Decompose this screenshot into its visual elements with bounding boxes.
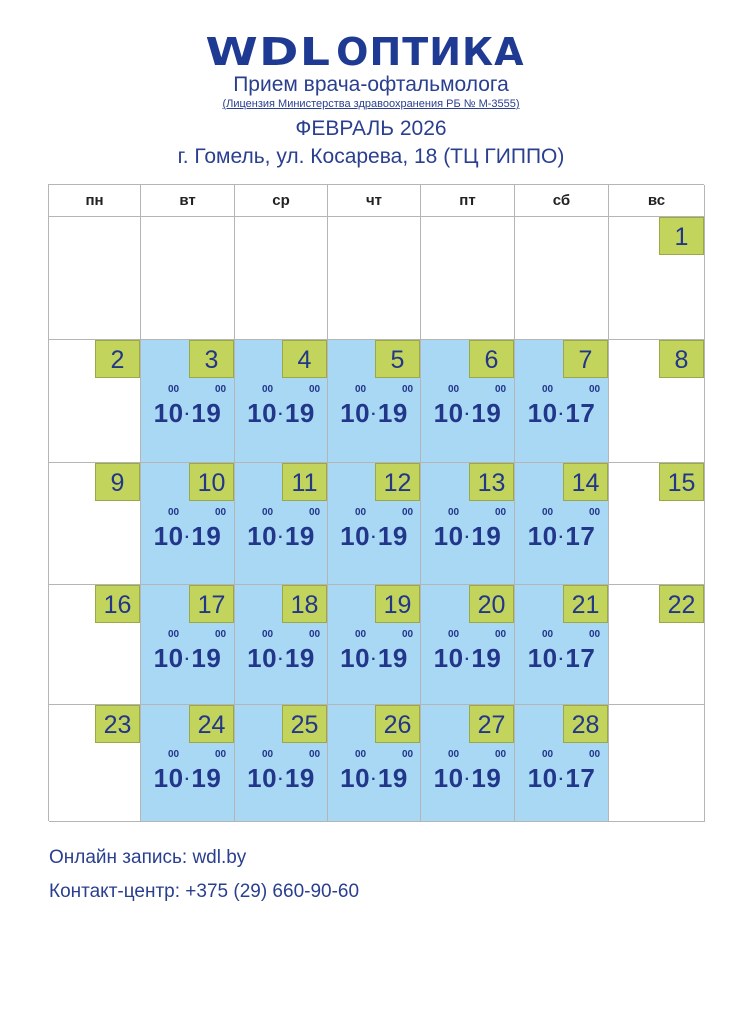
calendar-day-cell xyxy=(141,585,235,705)
end-hour: 19 xyxy=(471,521,502,551)
hours-line xyxy=(235,643,327,674)
calendar-day-cell xyxy=(49,705,141,822)
hours-line xyxy=(141,763,234,794)
end-minutes: 00 xyxy=(215,384,227,395)
end-hour: 19 xyxy=(191,763,222,793)
day-number: 9 xyxy=(95,463,140,501)
day-number: 16 xyxy=(95,585,140,623)
end-hour: 19 xyxy=(284,763,315,793)
day-number: 26 xyxy=(375,705,420,743)
start-hour: 10 xyxy=(433,398,464,428)
end-hour: 19 xyxy=(284,521,315,551)
weekday-header: вт xyxy=(141,185,235,217)
calendar-day-cell xyxy=(328,217,421,340)
end-minutes: 00 xyxy=(309,749,321,760)
work-hours xyxy=(328,507,420,567)
day-number: 25 xyxy=(282,705,327,743)
day-number: 18 xyxy=(282,585,327,623)
work-hours xyxy=(328,629,420,689)
work-hours xyxy=(515,384,608,444)
day-number: 28 xyxy=(563,705,608,743)
hours-line xyxy=(421,398,514,429)
time-separator: · xyxy=(464,529,471,547)
end-minutes: 00 xyxy=(495,507,507,518)
end-hour: 17 xyxy=(565,763,596,793)
time-separator: · xyxy=(278,771,284,789)
calendar-day-cell xyxy=(515,705,609,822)
calendar-day-cell xyxy=(49,463,141,585)
start-hour: 10 xyxy=(340,398,371,428)
weekday-header: чт xyxy=(328,185,421,217)
calendar-day-cell xyxy=(609,463,705,585)
time-separator: · xyxy=(371,651,377,669)
work-hours xyxy=(515,507,608,567)
calendar-day-cell xyxy=(515,585,609,705)
work-hours xyxy=(235,384,327,444)
work-hours xyxy=(141,749,234,809)
time-separator: · xyxy=(558,406,565,424)
start-minutes: 00 xyxy=(448,384,460,395)
end-minutes: 00 xyxy=(309,629,321,640)
calendar-day-cell xyxy=(328,340,421,463)
work-hours xyxy=(421,507,514,567)
day-number: 21 xyxy=(563,585,608,623)
work-hours xyxy=(141,384,234,444)
day-number: 27 xyxy=(469,705,514,743)
weekday-header: пн xyxy=(49,185,141,217)
time-separator: · xyxy=(464,651,471,669)
end-minutes: 00 xyxy=(589,507,601,518)
start-minutes: 00 xyxy=(262,749,274,760)
start-minutes: 00 xyxy=(168,384,180,395)
day-number: 20 xyxy=(469,585,514,623)
start-minutes: 00 xyxy=(355,749,367,760)
start-minutes: 00 xyxy=(262,629,274,640)
logo-optika: ОПТИКА xyxy=(336,30,525,74)
end-hour: 19 xyxy=(191,521,222,551)
time-separator: · xyxy=(184,406,191,424)
start-minutes: 00 xyxy=(168,749,180,760)
start-minutes: 00 xyxy=(542,384,554,395)
end-hour: 17 xyxy=(565,521,596,551)
work-hours xyxy=(141,507,234,567)
end-minutes: 00 xyxy=(495,749,507,760)
day-number: 15 xyxy=(659,463,704,501)
end-hour: 19 xyxy=(191,643,222,673)
calendar-day-cell xyxy=(609,705,705,822)
start-minutes: 00 xyxy=(448,629,460,640)
time-separator: · xyxy=(558,771,565,789)
day-number: 19 xyxy=(375,585,420,623)
end-hour: 19 xyxy=(377,521,408,551)
page-subtitle: Прием врача-офтальмолога xyxy=(233,73,509,96)
end-minutes: 00 xyxy=(589,384,601,395)
calendar-day-cell xyxy=(235,340,328,463)
start-minutes: 00 xyxy=(262,384,274,395)
start-minutes: 00 xyxy=(262,507,274,518)
start-hour: 10 xyxy=(527,521,558,551)
start-hour: 10 xyxy=(527,763,558,793)
logo-wdl: WDL xyxy=(204,30,331,74)
day-number: 12 xyxy=(375,463,420,501)
start-minutes: 00 xyxy=(448,749,460,760)
day-number: 13 xyxy=(469,463,514,501)
calendar-day-cell xyxy=(609,340,705,463)
start-hour: 10 xyxy=(247,763,278,793)
day-number: 7 xyxy=(563,340,608,378)
start-hour: 10 xyxy=(153,763,184,793)
start-hour: 10 xyxy=(433,763,464,793)
start-minutes: 00 xyxy=(448,507,460,518)
start-hour: 10 xyxy=(153,398,184,428)
license-note: (Лицензия Министерства здравоохранения РБ № М-3555) xyxy=(222,98,520,110)
end-hour: 19 xyxy=(377,763,408,793)
hours-line xyxy=(328,763,420,794)
start-hour: 10 xyxy=(340,763,371,793)
hours-line xyxy=(515,398,608,429)
work-hours xyxy=(235,629,327,689)
calendar-day-cell xyxy=(328,705,421,822)
hours-line xyxy=(235,763,327,794)
calendar-day-cell xyxy=(235,217,328,340)
calendar-day-cell xyxy=(421,705,515,822)
start-hour: 10 xyxy=(247,521,278,551)
hours-line xyxy=(515,521,608,552)
weekday-header: вс xyxy=(609,185,705,217)
weekday-header: пт xyxy=(421,185,515,217)
time-separator: · xyxy=(184,771,191,789)
time-separator: · xyxy=(558,529,565,547)
day-number: 3 xyxy=(189,340,234,378)
day-number: 11 xyxy=(282,463,327,501)
start-hour: 10 xyxy=(527,398,558,428)
end-hour: 17 xyxy=(565,643,596,673)
day-number: 10 xyxy=(189,463,234,501)
end-minutes: 00 xyxy=(215,749,227,760)
start-hour: 10 xyxy=(153,643,184,673)
hours-line xyxy=(515,643,608,674)
time-separator: · xyxy=(464,406,471,424)
day-number: 5 xyxy=(375,340,420,378)
hours-line xyxy=(141,643,234,674)
hours-line xyxy=(235,398,327,429)
work-hours xyxy=(235,507,327,567)
calendar-day-cell xyxy=(609,585,705,705)
hours-line xyxy=(328,398,420,429)
day-number: 6 xyxy=(469,340,514,378)
start-minutes: 00 xyxy=(355,629,367,640)
calendar-day-cell xyxy=(235,585,328,705)
end-hour: 19 xyxy=(284,398,315,428)
calendar-day-cell xyxy=(609,217,705,340)
work-hours xyxy=(515,749,608,809)
month-title: ФЕВРАЛЬ 2026 xyxy=(295,117,447,140)
day-number: 8 xyxy=(659,340,704,378)
work-hours xyxy=(421,384,514,444)
end-minutes: 00 xyxy=(215,507,227,518)
start-minutes: 00 xyxy=(542,749,554,760)
calendar-day-cell xyxy=(515,217,609,340)
hours-line xyxy=(421,521,514,552)
time-separator: · xyxy=(184,651,191,669)
calendar-day-cell xyxy=(421,463,515,585)
end-hour: 19 xyxy=(377,398,408,428)
calendar-day-cell xyxy=(49,585,141,705)
calendar-day-cell xyxy=(421,217,515,340)
work-hours xyxy=(421,749,514,809)
time-separator: · xyxy=(278,406,284,424)
day-number: 23 xyxy=(95,705,140,743)
end-hour: 19 xyxy=(191,398,222,428)
time-separator: · xyxy=(558,651,565,669)
start-hour: 10 xyxy=(527,643,558,673)
hours-line xyxy=(235,521,327,552)
hours-line xyxy=(328,521,420,552)
calendar-day-cell xyxy=(141,217,235,340)
start-hour: 10 xyxy=(340,521,371,551)
start-hour: 10 xyxy=(247,398,278,428)
start-minutes: 00 xyxy=(542,507,554,518)
calendar-day-cell xyxy=(141,463,235,585)
end-minutes: 00 xyxy=(495,384,507,395)
work-hours xyxy=(328,749,420,809)
hours-line xyxy=(421,763,514,794)
calendar-grid xyxy=(48,184,704,821)
end-hour: 19 xyxy=(471,763,502,793)
time-separator: · xyxy=(464,771,471,789)
calendar-day-cell xyxy=(328,463,421,585)
end-minutes: 00 xyxy=(402,384,414,395)
time-separator: · xyxy=(371,406,377,424)
day-number: 22 xyxy=(659,585,704,623)
calendar-day-cell xyxy=(421,340,515,463)
hours-line xyxy=(141,398,234,429)
end-minutes: 00 xyxy=(402,749,414,760)
end-hour: 19 xyxy=(377,643,408,673)
day-number: 17 xyxy=(189,585,234,623)
end-minutes: 00 xyxy=(309,384,321,395)
work-hours xyxy=(421,629,514,689)
start-minutes: 00 xyxy=(168,629,180,640)
end-minutes: 00 xyxy=(495,629,507,640)
day-number: 14 xyxy=(563,463,608,501)
calendar-day-cell xyxy=(141,340,235,463)
calendar-day-cell xyxy=(141,705,235,822)
calendar-day-cell xyxy=(49,340,141,463)
work-hours xyxy=(328,384,420,444)
calendar-day-cell xyxy=(515,463,609,585)
end-minutes: 00 xyxy=(402,629,414,640)
time-separator: · xyxy=(278,529,284,547)
calendar-day-cell xyxy=(515,340,609,463)
start-minutes: 00 xyxy=(168,507,180,518)
end-minutes: 00 xyxy=(589,749,601,760)
address: г. Гомель, ул. Косарева, 18 (ТЦ ГИППО) xyxy=(177,145,565,168)
calendar-day-cell xyxy=(328,585,421,705)
work-hours xyxy=(141,629,234,689)
start-hour: 10 xyxy=(153,521,184,551)
end-hour: 19 xyxy=(284,643,315,673)
calendar-day-cell xyxy=(421,585,515,705)
start-minutes: 00 xyxy=(542,629,554,640)
start-hour: 10 xyxy=(340,643,371,673)
day-number: 4 xyxy=(282,340,327,378)
start-minutes: 00 xyxy=(355,384,367,395)
online-booking-link[interactable]: Онлайн запись: wdl.by xyxy=(49,847,247,868)
start-minutes: 00 xyxy=(355,507,367,518)
calendar-day-cell xyxy=(49,217,141,340)
hours-line xyxy=(515,763,608,794)
time-separator: · xyxy=(371,771,377,789)
time-separator: · xyxy=(278,651,284,669)
day-number: 1 xyxy=(659,217,704,255)
end-hour: 19 xyxy=(471,643,502,673)
end-minutes: 00 xyxy=(589,629,601,640)
brand-logo xyxy=(0,30,742,74)
hours-line xyxy=(141,521,234,552)
work-hours xyxy=(515,629,608,689)
time-separator: · xyxy=(371,529,377,547)
end-minutes: 00 xyxy=(215,629,227,640)
time-separator: · xyxy=(184,529,191,547)
contact-center-phone[interactable]: Контакт-центр: +375 (29) 660-90-60 xyxy=(49,881,360,902)
end-minutes: 00 xyxy=(309,507,321,518)
calendar-day-cell xyxy=(235,705,328,822)
hours-line xyxy=(328,643,420,674)
end-hour: 19 xyxy=(471,398,502,428)
start-hour: 10 xyxy=(247,643,278,673)
end-hour: 17 xyxy=(565,398,596,428)
work-hours xyxy=(235,749,327,809)
start-hour: 10 xyxy=(433,643,464,673)
end-minutes: 00 xyxy=(402,507,414,518)
day-number: 2 xyxy=(95,340,140,378)
start-hour: 10 xyxy=(433,521,464,551)
day-number: 24 xyxy=(189,705,234,743)
hours-line xyxy=(421,643,514,674)
calendar-day-cell xyxy=(235,463,328,585)
weekday-header: ср xyxy=(235,185,328,217)
weekday-header: сб xyxy=(515,185,609,217)
